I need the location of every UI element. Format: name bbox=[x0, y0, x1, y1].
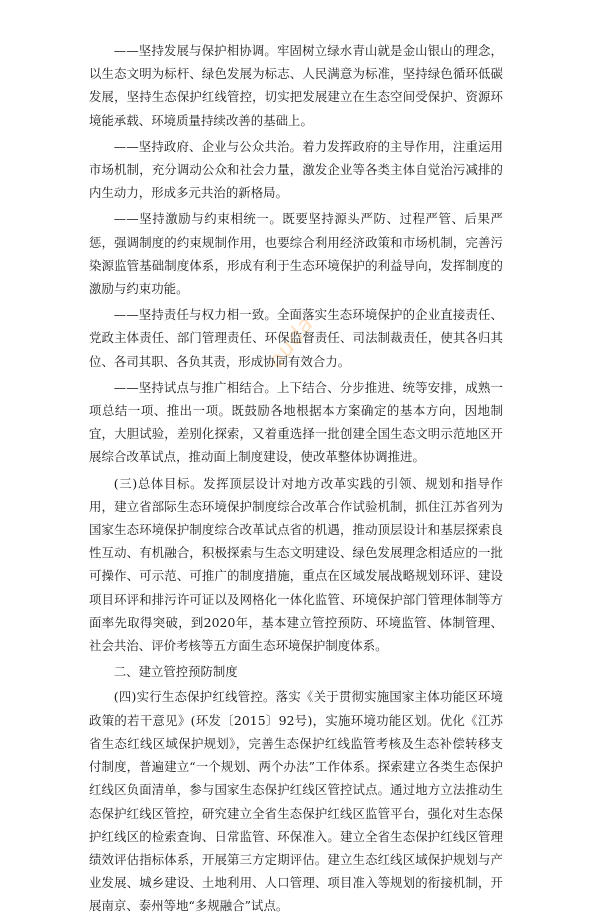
principle-co-governance: ——坚持政府、企业与公众共治。着力发挥政府的主导作用，注重运用市场机制，充分调动公众和社会力量，激发企业等各类主体自觉治污减排的内生动力，形成多元共治的新格局。 bbox=[89, 138, 503, 201]
principle-pilot-promotion: ——坚持试点与推广相结合。上下结合、分步推进、统等安排，成熟一项总结一项、推出一项。既鼓励各地根据本方案确定的基本方向，因地制宜，大胆试验，差别化探索，又着重选择一批创建全国生态文明示范地区开展综合改革试点，推动面上制度建设，使改革整体协调推进。 bbox=[89, 379, 503, 465]
watermark: ouda bbox=[263, 311, 320, 374]
principle-responsibility-power: ——坚持责任与权力相一致。全面落实生态环境保护的企业直接责任、党政主体责任、部门管理责任、环保监督责任、司法制裁责任，使其各归其位、各司其职、各负其责，形成协同有效合力。 bbox=[89, 307, 503, 369]
document-body bbox=[89, 39, 503, 921]
principle-incentive-constraint: ——坚持激励与约束相统一。既要坚持源头严防、过程严管、后果严惩，强调制度的约束规制作用，也要综合利用经济政策和市场机制，完善污染源监管基础制度体系，形成有利于生态环境保护的利益导向，发挥制度的激励与约束功能。 bbox=[89, 211, 503, 297]
principle-development-protection: ——坚持发展与保护相协调。牢固树立绿水青山就是金山银山的理念，以生态文明为标杆、绿色发展为标志、人民满意为标准，坚持绿色循环低碳发展，坚持生态保护红线管控，切实把发展建立在生态空间受保护、资源环境能承载、环境质量持续改善的基础上。 bbox=[89, 43, 503, 128]
overall-goal-paragraph: (三)总体目标。发挥顶层设计对地方改革实践的引领、规划和指导作用，建立省部际生态环境保护制度综合改革合作试验机制，抓住江苏省列为国家生态环境保护制度综合改革试点省的机遇，推动顶层设计和基层探索良性互动、有机融合，积极探索与生态文明建设、绿色发展理念相适应的一批可操作、可示范、可推广的制度措施，重点在区域发展战略规划环评、建设项目环评和排污许可证以及网格化一体化监管、环境保护部门管理体制等方面率先取得突破，到2020年，基本建立管控预防、环境监管、体制管理、社会共治、评价考核等五方面生态环境保护制度体系。 bbox=[89, 475, 503, 654]
section-heading: 二、建立管控预防制度 bbox=[113, 664, 238, 680]
red-line-control-paragraph: (四)实行生态保护红线管控。落实《关于贯彻实施国家主体功能区环境政策的若干意见》(环发〔2015〕92号)，实施环境功能区划。优化《江苏省生态红线区域保护规划》，完善生态保护红线监管考核及生态补偿转移支付制度，普遍建立“一个规划、两个办法”工作体系。探索建立各类生态保护红线区负面清单，参与国家生态保护红线区管控试点。通过地方立法推动生态保护红线区管控，研究建立全省生态保护红线区监管平台，强化对生态保护红线区的检索查询、日常监管、环保准入。建立全省生态保护红线区管理绩效评估指标体系，开展第三方定期评估。建立生态红线区域保护规划与产业发展、城乡建设、土地利用、人口管理、项目准入等规划的衔接机制，开展南京、泰州等地“多规融合”试点。 bbox=[89, 689, 503, 914]
